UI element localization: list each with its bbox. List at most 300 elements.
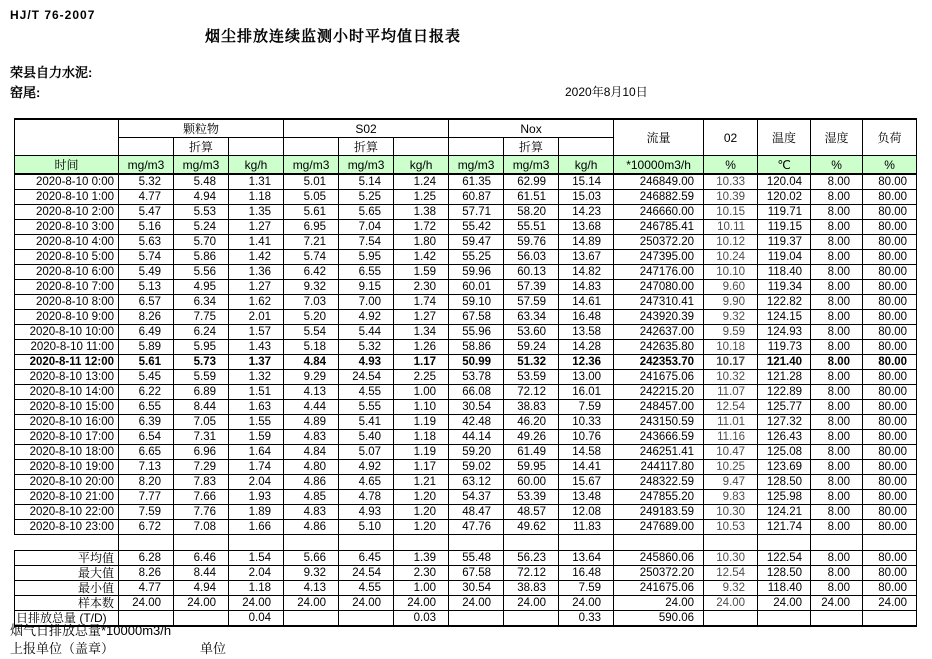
value-cell: 5.48 [174, 174, 229, 190]
value-cell: 80.00 [863, 475, 917, 490]
value-cell: 121.40 [758, 355, 811, 370]
value-cell: 24.00 [863, 596, 917, 611]
spacer-cell [504, 535, 559, 551]
conv-label-particulate: 折算 [174, 138, 229, 156]
table-row [15, 325, 917, 340]
unit-cell: *10000m3/h [614, 156, 704, 175]
value-cell: 118.40 [758, 581, 811, 596]
time-cell: 2020-8-10 17:00 [15, 430, 119, 445]
value-cell: 246660.00 [614, 205, 704, 220]
value-cell [174, 611, 229, 627]
value-cell: 2.30 [394, 280, 449, 295]
value-cell: 8.20 [119, 475, 174, 490]
value-cell: 6.28 [119, 551, 174, 566]
value-cell: 57.71 [449, 205, 504, 220]
summary-row [15, 551, 917, 566]
conv-spacer [559, 138, 614, 156]
value-cell: 247395.00 [614, 250, 704, 265]
value-cell: 53.78 [449, 370, 504, 385]
value-cell: 5.65 [339, 205, 394, 220]
value-cell: 241675.06 [614, 370, 704, 385]
value-cell: 80.00 [863, 445, 917, 460]
value-cell: 46.20 [504, 415, 559, 430]
table-row [15, 430, 917, 445]
value-cell: 11.16 [704, 430, 758, 445]
value-cell: 4.85 [284, 490, 339, 505]
value-cell: 4.86 [284, 520, 339, 535]
value-cell: 13.48 [559, 490, 614, 505]
value-cell: 4.13 [284, 581, 339, 596]
monitoring-table [14, 118, 917, 627]
value-cell: 8.00 [811, 445, 863, 460]
value-cell: 119.15 [758, 220, 811, 235]
value-cell: 128.50 [758, 475, 811, 490]
time-cell: 2020-8-10 6:00 [15, 265, 119, 280]
value-cell: 66.08 [449, 385, 504, 400]
value-cell: 13.00 [559, 370, 614, 385]
value-cell [863, 611, 917, 627]
value-cell: 1.20 [394, 520, 449, 535]
value-cell: 14.82 [559, 265, 614, 280]
value-cell: 6.54 [119, 430, 174, 445]
report-date: 2020年8月10日 [565, 85, 648, 99]
value-cell: 24.00 [559, 596, 614, 611]
report-unit-label: 上报单位（盖章） [10, 641, 115, 656]
table-row [15, 190, 917, 205]
value-cell: 8.00 [811, 490, 863, 505]
value-cell: 5.18 [284, 340, 339, 355]
unit-cell: ℃ [758, 156, 811, 175]
value-cell: 7.00 [339, 295, 394, 310]
time-cell: 2020-8-10 19:00 [15, 460, 119, 475]
value-cell [284, 611, 339, 627]
unit-cell: mg/m3 [339, 156, 394, 175]
value-cell: 80.00 [863, 205, 917, 220]
value-cell: 59.24 [504, 340, 559, 355]
value-cell: 123.69 [758, 460, 811, 475]
spacer-cell [449, 535, 504, 551]
value-cell: 5.16 [119, 220, 174, 235]
value-cell: 9.32 [704, 581, 758, 596]
header-group-row [15, 119, 917, 138]
value-cell: 8.26 [119, 566, 174, 581]
value-cell: 1.17 [394, 355, 449, 370]
value-cell: 63.12 [449, 475, 504, 490]
table-row [15, 505, 917, 520]
value-cell: 1.18 [229, 581, 284, 596]
value-cell: 6.45 [339, 551, 394, 566]
value-cell: 30.54 [449, 400, 504, 415]
value-cell: 6.55 [119, 400, 174, 415]
value-cell: 80.00 [863, 235, 917, 250]
value-cell: 1.93 [229, 490, 284, 505]
spacer-cell [863, 535, 917, 551]
value-cell: 80.00 [863, 280, 917, 295]
value-cell: 1.59 [394, 265, 449, 280]
value-cell: 55.25 [449, 250, 504, 265]
value-cell: 120.02 [758, 190, 811, 205]
value-cell: 8.00 [811, 340, 863, 355]
value-cell: 1.72 [394, 220, 449, 235]
group-particulate: 颗粒物 [119, 119, 284, 138]
value-cell: 125.98 [758, 490, 811, 505]
value-cell: 1.26 [394, 340, 449, 355]
value-cell: 59.96 [449, 265, 504, 280]
value-cell: 10.11 [704, 220, 758, 235]
value-cell: 7.59 [559, 400, 614, 415]
value-cell: 24.00 [339, 596, 394, 611]
value-cell: 80.00 [863, 355, 917, 370]
value-cell: 10.24 [704, 250, 758, 265]
value-cell: 54.37 [449, 490, 504, 505]
value-cell: 61.51 [504, 190, 559, 205]
value-cell: 72.12 [504, 566, 559, 581]
value-cell: 9.59 [704, 325, 758, 340]
table-row [15, 295, 917, 310]
value-cell: 24.00 [449, 596, 504, 611]
value-cell: 80.00 [863, 415, 917, 430]
value-cell: 5.44 [339, 325, 394, 340]
value-cell: 119.37 [758, 235, 811, 250]
value-cell: 7.59 [559, 581, 614, 596]
value-cell: 5.89 [119, 340, 174, 355]
table-row [15, 370, 917, 385]
value-cell: 1.37 [229, 355, 284, 370]
value-cell: 47.76 [449, 520, 504, 535]
conv-spacer [394, 138, 449, 156]
table-row [15, 265, 917, 280]
time-cell: 2020-8-10 13:00 [15, 370, 119, 385]
value-cell: 55.96 [449, 325, 504, 340]
value-cell: 8.00 [811, 370, 863, 385]
value-cell: 1.42 [229, 250, 284, 265]
summary-label: 样本数 [15, 596, 119, 611]
value-cell: 58.86 [449, 340, 504, 355]
value-cell: 56.23 [504, 551, 559, 566]
time-cell: 2020-8-10 4:00 [15, 235, 119, 250]
value-cell: 1.74 [229, 460, 284, 475]
value-cell: 5.24 [174, 220, 229, 235]
value-cell: 126.43 [758, 430, 811, 445]
time-cell: 2020-8-10 9:00 [15, 310, 119, 325]
spacer-cell [284, 535, 339, 551]
value-cell: 1.89 [229, 505, 284, 520]
value-cell: 59.10 [449, 295, 504, 310]
value-cell: 1.39 [394, 551, 449, 566]
value-cell: 8.26 [119, 310, 174, 325]
value-cell: 9.29 [284, 370, 339, 385]
value-cell: 24.00 [704, 596, 758, 611]
value-cell: 4.92 [339, 460, 394, 475]
value-cell: 13.68 [559, 220, 614, 235]
value-cell: 80.00 [863, 250, 917, 265]
value-cell: 1.32 [229, 370, 284, 385]
value-cell: 6.57 [119, 295, 174, 310]
value-cell: 1.25 [394, 190, 449, 205]
company-name: 荣县自力水泥: [10, 65, 93, 80]
value-cell: 14.41 [559, 460, 614, 475]
value-cell: 59.95 [504, 460, 559, 475]
value-cell: 241675.06 [614, 581, 704, 596]
value-cell: 24.00 [758, 596, 811, 611]
value-cell: 249183.59 [614, 505, 704, 520]
value-cell: 2.01 [229, 310, 284, 325]
value-cell: 10.17 [704, 355, 758, 370]
value-cell: 14.28 [559, 340, 614, 355]
value-cell: 246785.41 [614, 220, 704, 235]
value-cell: 125.77 [758, 400, 811, 415]
value-cell: 8.00 [811, 430, 863, 445]
value-cell: 13.64 [559, 551, 614, 566]
conv-label-nox: 折算 [504, 138, 559, 156]
value-cell: 122.54 [758, 551, 811, 566]
value-cell: 6.22 [119, 385, 174, 400]
time-cell: 2020-8-10 23:00 [15, 520, 119, 535]
value-cell: 2.25 [394, 370, 449, 385]
value-cell: 5.07 [339, 445, 394, 460]
time-cell: 2020-8-10 15:00 [15, 400, 119, 415]
value-cell: 15.03 [559, 190, 614, 205]
value-cell: 8.00 [811, 325, 863, 340]
value-cell: 11.07 [704, 385, 758, 400]
value-cell: 5.70 [174, 235, 229, 250]
time-cell: 2020-8-10 2:00 [15, 205, 119, 220]
value-cell: 24.00 [284, 596, 339, 611]
value-cell: 7.31 [174, 430, 229, 445]
time-cell: 2020-8-10 16:00 [15, 415, 119, 430]
value-cell: 4.89 [284, 415, 339, 430]
value-cell: 243150.59 [614, 415, 704, 430]
spacer-cell [174, 535, 229, 551]
value-cell: 119.71 [758, 205, 811, 220]
spacer-row [15, 535, 917, 551]
value-cell: 10.53 [704, 520, 758, 535]
value-cell: 60.00 [504, 475, 559, 490]
value-cell: 38.83 [504, 581, 559, 596]
value-cell: 5.61 [284, 205, 339, 220]
value-cell: 4.44 [284, 400, 339, 415]
value-cell: 5.49 [119, 265, 174, 280]
value-cell: 60.87 [449, 190, 504, 205]
value-cell: 8.44 [174, 566, 229, 581]
value-cell: 8.00 [811, 505, 863, 520]
time-cell: 2020-8-10 18:00 [15, 445, 119, 460]
unit-cell: kg/h [559, 156, 614, 175]
value-cell: 6.89 [174, 385, 229, 400]
time-cell: 2020-8-10 5:00 [15, 250, 119, 265]
unit-label: 单位 [200, 641, 227, 656]
value-cell: 1.19 [394, 415, 449, 430]
value-cell: 10.25 [704, 460, 758, 475]
value-cell: 14.83 [559, 280, 614, 295]
time-cell: 2020-8-10 7:00 [15, 280, 119, 295]
value-cell: 8.00 [811, 235, 863, 250]
value-cell: 250372.20 [614, 566, 704, 581]
time-column-header: 时间 [15, 156, 119, 175]
value-cell: 80.00 [863, 340, 917, 355]
value-cell: 9.90 [704, 295, 758, 310]
value-cell: 55.48 [449, 551, 504, 566]
value-cell: 119.34 [758, 280, 811, 295]
table-row [15, 475, 917, 490]
value-cell: 1.18 [229, 190, 284, 205]
spacer-cell [229, 535, 284, 551]
value-cell: 1.51 [229, 385, 284, 400]
unit-cell: mg/m3 [449, 156, 504, 175]
value-cell: 55.51 [504, 220, 559, 235]
value-cell: 8.00 [811, 205, 863, 220]
time-cell: 2020-8-10 8:00 [15, 295, 119, 310]
value-cell: 1.64 [229, 445, 284, 460]
value-cell: 63.34 [504, 310, 559, 325]
value-cell: 80.00 [863, 325, 917, 340]
value-cell: 10.76 [559, 430, 614, 445]
value-cell [339, 611, 394, 627]
value-cell: 24.54 [339, 370, 394, 385]
value-cell: 1.21 [394, 475, 449, 490]
value-cell: 1.57 [229, 325, 284, 340]
value-cell: 6.24 [174, 325, 229, 340]
value-cell: 6.95 [284, 220, 339, 235]
value-cell: 7.05 [174, 415, 229, 430]
value-cell: 243666.59 [614, 430, 704, 445]
table-row [15, 280, 917, 295]
table-row [15, 220, 917, 235]
value-cell: 59.20 [449, 445, 504, 460]
value-cell: 10.39 [704, 190, 758, 205]
value-cell: 9.32 [284, 566, 339, 581]
time-cell: 2020-8-10 3:00 [15, 220, 119, 235]
time-cell: 2020-8-10 10:00 [15, 325, 119, 340]
table-row [15, 460, 917, 475]
value-cell: 80.00 [863, 551, 917, 566]
value-cell: 1.27 [394, 310, 449, 325]
value-cell: 4.95 [174, 280, 229, 295]
unit-cell: mg/m3 [284, 156, 339, 175]
value-cell: 8.00 [811, 520, 863, 535]
value-cell: 1.19 [394, 445, 449, 460]
value-cell: 24.00 [504, 596, 559, 611]
value-cell: 10.30 [704, 505, 758, 520]
col-header-o2: 02 [704, 119, 758, 156]
value-cell: 6.65 [119, 445, 174, 460]
value-cell: 8.00 [811, 460, 863, 475]
value-cell: 120.04 [758, 174, 811, 190]
value-cell: 7.04 [339, 220, 394, 235]
value-cell: 0.03 [394, 611, 449, 627]
value-cell: 72.12 [504, 385, 559, 400]
value-cell: 2.04 [229, 475, 284, 490]
value-cell: 10.33 [704, 174, 758, 190]
value-cell: 8.00 [811, 415, 863, 430]
page-title: 烟尘排放连续监测小时平均值日报表 [205, 28, 462, 45]
value-cell: 8.00 [811, 355, 863, 370]
value-cell: 4.55 [339, 385, 394, 400]
value-cell [449, 611, 504, 627]
value-cell: 48.47 [449, 505, 504, 520]
unit-cell: % [863, 156, 917, 175]
value-cell: 10.32 [704, 370, 758, 385]
time-cell: 2020-8-10 1:00 [15, 190, 119, 205]
value-cell: 5.59 [174, 370, 229, 385]
value-cell: 246849.00 [614, 174, 704, 190]
value-cell: 6.72 [119, 520, 174, 535]
value-cell: 9.60 [704, 280, 758, 295]
value-cell: 5.20 [284, 310, 339, 325]
value-cell: 16.01 [559, 385, 614, 400]
value-cell: 1.80 [394, 235, 449, 250]
value-cell: 590.06 [614, 611, 704, 627]
table-row [15, 355, 917, 370]
value-cell: 10.33 [559, 415, 614, 430]
value-cell: 5.86 [174, 250, 229, 265]
value-cell: 1.36 [229, 265, 284, 280]
value-cell: 124.15 [758, 310, 811, 325]
value-cell: 1.18 [394, 430, 449, 445]
value-cell: 5.45 [119, 370, 174, 385]
value-cell: 9.47 [704, 475, 758, 490]
value-cell: 13.67 [559, 250, 614, 265]
value-cell [811, 611, 863, 627]
table-row [15, 250, 917, 265]
value-cell: 4.77 [119, 190, 174, 205]
value-cell: 7.29 [174, 460, 229, 475]
value-cell: 4.83 [284, 505, 339, 520]
standard-code: HJ/T 76-2007 [10, 8, 96, 22]
value-cell: 80.00 [863, 490, 917, 505]
value-cell: 1.62 [229, 295, 284, 310]
value-cell: 7.76 [174, 505, 229, 520]
table-row [15, 385, 917, 400]
value-cell: 5.95 [339, 250, 394, 265]
value-cell: 58.20 [504, 205, 559, 220]
value-cell: 55.42 [449, 220, 504, 235]
value-cell: 247080.00 [614, 280, 704, 295]
value-cell: 2.04 [229, 566, 284, 581]
value-cell: 1.35 [229, 205, 284, 220]
value-cell: 5.47 [119, 205, 174, 220]
header-units-row [15, 156, 917, 175]
value-cell: 80.00 [863, 370, 917, 385]
value-cell: 8.00 [811, 280, 863, 295]
value-cell: 6.96 [174, 445, 229, 460]
value-cell: 60.01 [449, 280, 504, 295]
value-cell: 51.32 [504, 355, 559, 370]
value-cell: 1.20 [394, 505, 449, 520]
value-cell: 5.55 [339, 400, 394, 415]
value-cell: 8.00 [811, 385, 863, 400]
value-cell: 7.21 [284, 235, 339, 250]
value-cell: 247176.00 [614, 265, 704, 280]
value-cell: 2.30 [394, 566, 449, 581]
value-cell: 10.12 [704, 235, 758, 250]
value-cell: 24.00 [811, 596, 863, 611]
spacer-cell [119, 535, 174, 551]
value-cell: 80.00 [863, 566, 917, 581]
value-cell: 62.99 [504, 174, 559, 190]
value-cell: 7.08 [174, 520, 229, 535]
unit-cell: kg/h [394, 156, 449, 175]
value-cell: 80.00 [863, 430, 917, 445]
time-cell: 2020-8-10 21:00 [15, 490, 119, 505]
summary-row [15, 596, 917, 611]
value-cell: 5.40 [339, 430, 394, 445]
time-cell: 2020-8-11 12:00 [15, 355, 119, 370]
conv-spacer [284, 138, 339, 156]
value-cell: 14.23 [559, 205, 614, 220]
value-cell: 4.13 [284, 385, 339, 400]
value-cell: 7.03 [284, 295, 339, 310]
